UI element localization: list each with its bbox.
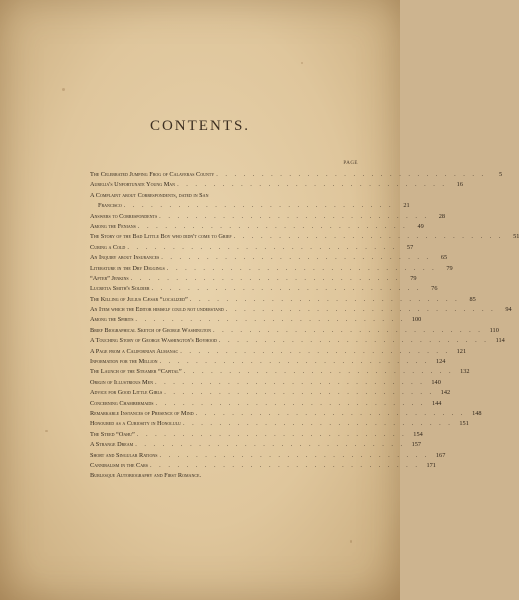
toc-entry-title: “After” Jenkins bbox=[90, 274, 129, 282]
dot-leader: . . . . . . . . . . . . . . . . . . . . . . . . . . . . . . bbox=[154, 378, 425, 386]
toc-entry bbox=[90, 430, 423, 440]
toc-entry-page-number: 28 bbox=[438, 212, 446, 220]
toc-entry-page-number: 142 bbox=[440, 389, 451, 397]
dot-leader: . . . . . . . . . . . . . . . . . . . . . . . . . . . . . . bbox=[159, 358, 430, 366]
dot-leader: . . . . . . . . . . . . . . . . . . . . . . . . . . . . . . bbox=[182, 420, 453, 428]
toc-entry-title: The Killing of Julius Cæsar “localized” bbox=[90, 295, 188, 303]
dot-leader: . . . . . . . . . . . . . . . . . . . . . . . . . . . . . . bbox=[218, 337, 489, 345]
toc-entry-title: A Strange Dream bbox=[90, 441, 134, 449]
toc-entry-title: Advice for Good Little Girls bbox=[90, 389, 163, 397]
toc-entry-title: Burlesque Autobiography and First Romance. bbox=[90, 472, 202, 480]
toc-entry-title: Short and Singular Rations bbox=[90, 451, 158, 459]
dot-leader: . . . . . . . . . . . . . . . . . . . . . . . . . . . . . . bbox=[155, 399, 426, 407]
page-column-label: PAGE bbox=[343, 161, 358, 166]
toc-entry bbox=[90, 284, 438, 294]
toc-entry-title: A Touching Story of George Washington's Boyhood bbox=[90, 337, 217, 345]
toc-entry bbox=[90, 471, 358, 481]
toc-entry-title: The Story of the Bad Little Boy who didn't come to Grief bbox=[90, 233, 232, 241]
toc-entry-title: Remarkable Instances of Presence of Mind bbox=[90, 409, 194, 417]
toc-entry-page-number: 57 bbox=[406, 243, 414, 251]
dot-leader: . . . . . . . . . . . . . . . . . . . . . . . . . . . . . . bbox=[127, 243, 398, 251]
dot-leader: . . . . . . . . . . . . . . . . . . . . . . . . . . . . . . bbox=[161, 254, 432, 262]
toc-entry bbox=[90, 315, 422, 325]
toc-entry-title: Curing a Cold bbox=[90, 243, 126, 251]
toc-entry-title: An Item which the Editor himself could not understand bbox=[90, 306, 224, 314]
toc-entry-title: A Complaint about Correspondents, dated in San bbox=[90, 191, 209, 199]
dot-leader: . . . . . . . . . . . . . . . . . . . . . . . . . . . . . . bbox=[150, 461, 420, 469]
toc-entry bbox=[90, 388, 451, 398]
table-of-contents bbox=[90, 170, 519, 482]
toc-entry-page-number: 124 bbox=[435, 358, 446, 366]
paper-speck bbox=[350, 540, 352, 543]
toc-entry bbox=[90, 232, 519, 242]
toc-entry-title: Literature in the Dry Diggings bbox=[90, 264, 165, 272]
toc-entry-page-number: 49 bbox=[417, 222, 424, 230]
toc-entry bbox=[90, 201, 410, 211]
toc-entry bbox=[90, 378, 441, 388]
toc-entry bbox=[90, 191, 358, 201]
toc-entry-title: Cannibalism in the Cars bbox=[90, 461, 149, 469]
toc-entry bbox=[90, 222, 424, 232]
toc-entry bbox=[90, 295, 476, 305]
toc-entry-page-number: 100 bbox=[411, 316, 422, 324]
toc-entry bbox=[90, 274, 417, 284]
toc-entry-page-number: 171 bbox=[426, 461, 436, 469]
toc-entry-title: Among the Spirits bbox=[90, 316, 134, 324]
toc-entry bbox=[90, 305, 512, 315]
dot-leader: . . . . . . . . . . . . . . . . . . . . . . . . . . . . . . bbox=[123, 202, 394, 210]
toc-entry-title: An Inquiry about Insurances bbox=[90, 254, 160, 262]
dot-leader: . . . . . . . . . . . . . . . . . . . . . . . . . . . . . . bbox=[233, 233, 504, 241]
toc-entry bbox=[90, 357, 446, 367]
dot-leader: . . . . . . . . . . . . . . . . . . . . . . . . . . . . . . bbox=[136, 430, 407, 438]
toc-entry-page-number: 140 bbox=[431, 378, 441, 386]
toc-entry-page-number: 157 bbox=[411, 441, 422, 449]
toc-entry-title: Aurelia's Unfortunate Young Man bbox=[90, 181, 176, 189]
dot-leader: . . . . . . . . . . . . . . . . . . . . . . . . . . . . . . bbox=[151, 285, 422, 293]
toc-entry-page-number: 167 bbox=[435, 451, 446, 459]
toc-entry bbox=[90, 347, 467, 357]
toc-entry-page-number: 65 bbox=[440, 254, 448, 262]
toc-entry-title: A Page from a Californian Almanac bbox=[90, 347, 179, 355]
toc-entry bbox=[90, 253, 448, 263]
toc-entry-page-number: 79 bbox=[446, 264, 453, 272]
dot-leader: . . . . . . . . . . . . . . . . . . . . . . . . . . . . . . bbox=[177, 181, 447, 189]
contents-heading: CONTENTS. bbox=[149, 118, 251, 134]
toc-entry-page-number: 121 bbox=[456, 347, 467, 355]
dot-leader: . . . . . . . . . . . . . . . . . . . . . . . . . . . . . . bbox=[225, 306, 496, 314]
toc-entry bbox=[90, 326, 499, 336]
dot-leader: . . . . . . . . . . . . . . . . . . . . . . . . . . . . . . bbox=[195, 409, 466, 417]
toc-entry bbox=[90, 451, 446, 461]
toc-entry-title: The Steed “Oahu” bbox=[90, 430, 135, 438]
toc-entry-page-number: 114 bbox=[495, 337, 505, 345]
toc-entry bbox=[90, 440, 422, 450]
toc-entry-page-number: 148 bbox=[472, 409, 482, 417]
dot-leader: . . . . . . . . . . . . . . . . . . . . . . . . . . . . . . bbox=[212, 326, 483, 334]
paper-speck bbox=[45, 430, 48, 432]
dot-leader: . . . . . . . . . . . . . . . . . . . . . . . . . . . . . . bbox=[166, 264, 437, 272]
toc-entry-page-number: 144 bbox=[431, 399, 442, 407]
toc-entry bbox=[90, 336, 505, 346]
toc-entry-page-number: 76 bbox=[431, 285, 438, 293]
toc-entry-page-number: 132 bbox=[460, 368, 470, 376]
toc-entry-page-number: 16 bbox=[456, 181, 463, 189]
toc-entry-page-number: 85 bbox=[469, 295, 476, 303]
toc-entry-title: Francisco bbox=[98, 202, 122, 210]
dot-leader: . . . . . . . . . . . . . . . . . . . . . . . . . . . . . . bbox=[159, 212, 430, 220]
toc-entry bbox=[90, 170, 503, 180]
toc-entry-title: Honoured as a Curiosity in Honolulu bbox=[90, 420, 181, 428]
toc-entry bbox=[90, 461, 436, 471]
dot-leader: . . . . . . . . . . . . . . . . . . . . . . . . . . . . . . bbox=[183, 368, 454, 376]
dot-leader: . . . . . . . . . . . . . . . . . . . . . . . . . . . . . . bbox=[135, 441, 406, 449]
toc-entry-title: Origin of Illustrious Men bbox=[90, 378, 153, 386]
toc-entry bbox=[90, 419, 469, 429]
dot-leader: . . . . . . . . . . . . . . . . . . . . . . . . . . . . . . bbox=[180, 347, 451, 355]
toc-entry bbox=[90, 409, 482, 419]
toc-entry bbox=[90, 243, 414, 253]
toc-entry bbox=[90, 212, 446, 222]
toc-entry-page-number: 79 bbox=[410, 274, 417, 282]
paper-speck bbox=[62, 88, 65, 91]
dot-leader: . . . . . . . . . . . . . . . . . . . . . . . . . . . . . . bbox=[216, 171, 487, 178]
toc-entry-page-number: 110 bbox=[489, 326, 499, 334]
toc-entry bbox=[90, 264, 453, 274]
dot-leader: . . . . . . . . . . . . . . . . . . . . . . . . . . . . . . bbox=[189, 295, 460, 303]
toc-entry-page-number: 154 bbox=[413, 430, 423, 438]
toc-entry-title: Lucretia Smith's Soldier bbox=[90, 285, 150, 293]
toc-entry-page-number: 21 bbox=[403, 202, 410, 210]
dot-leader: . . . . . . . . . . . . . . . . . . . . . . . . . . . . . . bbox=[164, 389, 435, 397]
toc-entry-title: Brief Biographical Sketch of George Washington bbox=[90, 326, 211, 334]
toc-entry-page-number: 5 bbox=[498, 171, 503, 178]
toc-entry-title: The Celebrated Jumping Frog of Calaveras County bbox=[90, 171, 215, 178]
toc-entry-title: Information for the Million bbox=[90, 358, 158, 366]
toc-entry bbox=[90, 399, 442, 409]
dot-leader: . . . . . . . . . . . . . . . . . . . . . . . . . . . . . . bbox=[130, 274, 401, 282]
toc-entry bbox=[90, 367, 470, 377]
dot-leader: . . . . . . . . . . . . . . . . . . . . . . . . . . . . . . bbox=[137, 222, 408, 230]
paper-speck bbox=[301, 62, 303, 64]
dot-leader: . . . . . . . . . . . . . . . . . . . . . . . . . . . . . . bbox=[135, 316, 406, 324]
toc-entry bbox=[90, 180, 463, 190]
toc-entry-title: The Launch of the Steamer “Capital” bbox=[90, 368, 182, 376]
toc-entry-page-number: 151 bbox=[459, 420, 469, 428]
toc-entry-title: Answers to Correspondents bbox=[90, 212, 158, 220]
toc-entry-page-number: 94 bbox=[505, 306, 512, 314]
dot-leader: . . . . . . . . . . . . . . . . . . . . . . . . . . . . . . bbox=[159, 451, 430, 459]
toc-entry-title: Concerning Chambermaids bbox=[90, 399, 154, 407]
toc-entry-page-number: 51 bbox=[513, 233, 519, 241]
toc-entry-title: Among the Fenians bbox=[90, 222, 136, 230]
